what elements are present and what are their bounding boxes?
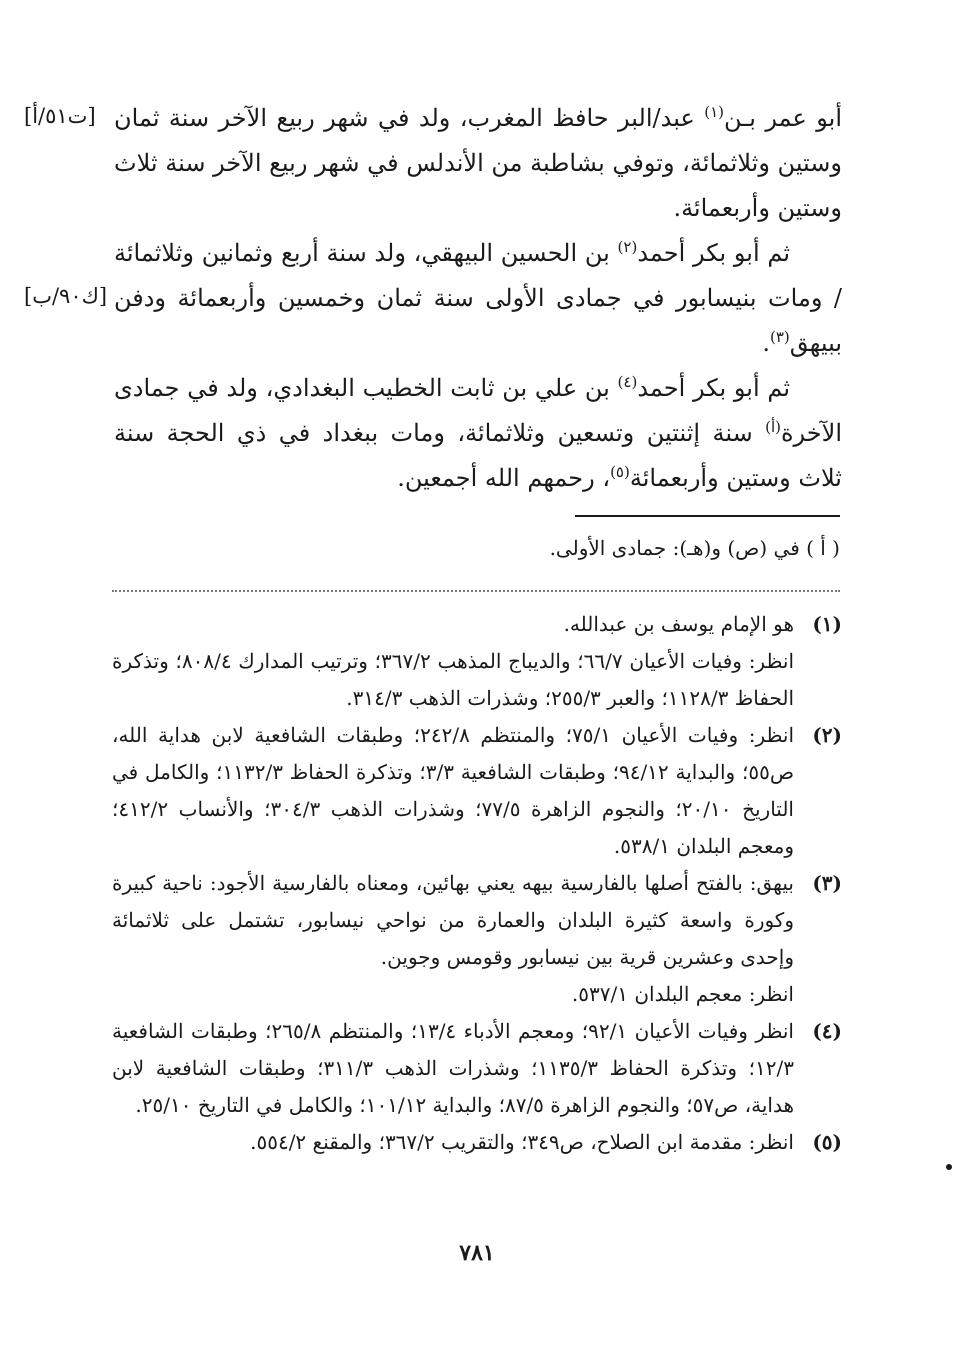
footnote-line: انظر: مقدمة ابن الصلاح، ص٣٤٩؛ والتقريب ٣٦٧/٢؛ والمقنع ٥٥٤/٢. (250, 1130, 794, 1154)
variant-ref-a: (أ) (765, 418, 781, 436)
main-text-body (114, 96, 842, 501)
footnote-4 (112, 1013, 842, 1124)
footnote-ref-4: (٤) (617, 373, 638, 391)
footnote-ref-2: (٢) (617, 238, 638, 256)
footnote-number: (١) (812, 612, 842, 636)
footnote-line: بيهق: بالفتح أصلها بالفارسية بيهه يعني بهائين، ومعناه بالفارسية الأجود: ناحية كبيرة وكورة واسعة كثيرة البلدان والعمارة من نواحي نيسابور، تشتمل على ثلاثمائة وإحدى وعشرين قرية بين نيسابور وقومس وجوين. (112, 871, 794, 969)
footnote-separator (575, 515, 840, 517)
footnote-line: انظر وفيات الأعيان ٩٢/١؛ ومعجم الأدباء ١٣/٤؛ والمنتظم ٢٦٥/٨؛ وطبقات الشافعية ١٢/٣؛ وتذكرة الحفاظ ١١٣٥/٣؛ وشذرات الذهب ٣١١/٣؛ وطبقات الشافعية لابن هداية، ص٥٧؛ والنجوم الزاهرة ٨٧/٥؛ والبداية ١٠١/١٢؛ والكامل في التاريخ ٢٥/١٠. (112, 1019, 794, 1117)
footnote-line: انظر: وفيات الأعيان ٦٦/٧؛ والديباج المذهب ٣٦٧/٢؛ وترتيب المدارك ٨٠٨/٤؛ وتذكرة الحفاظ ١١٢٨/٣؛ والعبر ٢٥٥/٣؛ وشذرات الذهب ٣١٤/٣. (112, 649, 794, 710)
footnote-ref-1: (١) (704, 103, 724, 121)
footnote-number: (٣) (812, 871, 842, 895)
footnote-number: (٥) (812, 1130, 842, 1154)
variant-note: ( أ ) في (ص) و(هـ): جمادى الأولى. (549, 536, 840, 560)
footnote-3 (112, 865, 842, 1013)
footnote-5 (112, 1124, 842, 1161)
footnote-line: هو الإمام يوسف بن عبدالله. (563, 612, 794, 636)
footnote-1 (112, 606, 842, 717)
footnote-line: انظر: وفيات الأعيان ٧٥/١؛ والمنتظم ٢٤٢/٨؛ وطبقات الشافعية لابن هداية الله، ص٥٥؛ والبداية ٩٤/١٢؛ وطبقات الشافعية ٣/٣؛ وتذكرة الحفاظ ١١٣٢/٣؛ والكامل في التاريخ ٢٠/١٠؛ والنجوم الزاهرة ٧٧/٥؛ وشذرات الذهب ٣٠٤/٣؛ والأنساب ٤١٢/٢؛ ومعجم البلدان ٥٣٨/١. (112, 723, 795, 858)
footnotes-section (112, 606, 842, 1161)
scan-mark (946, 1164, 952, 1170)
footnote-number: (٢) (812, 723, 842, 747)
main-paragraph-3: ثم أبو بكر أحمد$^{(٤)}$ بن علي بن ثابت الخطيب البغدادي، ولد في جمادى الآخرة$^{(أ)}$ سنة إثنتين وتسعين وثلاثمائة، ومات ببغداد في ذي الحجة سنة ثلاث وستين وأربعمائة$^{(٥)}$، رحمهم الله أجمعين. (114, 373, 842, 492)
footnote-ref-5: (٥) (610, 463, 630, 481)
footnote-ref-3: (٣) (769, 328, 790, 346)
footnote-line: انظر: معجم البلدان ٥٣٧/١. (571, 982, 794, 1006)
footnote-2 (112, 717, 842, 865)
dotted-separator (112, 590, 840, 592)
margin-reference-second: [ك٩٠/ب] (24, 284, 108, 308)
footnote-number: (٤) (812, 1019, 842, 1043)
page-number: ٧٨١ (459, 1240, 495, 1266)
main-paragraph-1: أبو عمر بـن$^{(١)}$ عبد/البر حافظ المغرب، ولد في شهر ربيع الآخر سنة ثمان وستين وثلاثمائة، وتوفي بشاطبة من الأندلس في شهر ربيع الآخر سنة ثلاث وستين وأربعمائة. (114, 103, 842, 222)
main-paragraph-2: ثم أبو بكر أحمد$^{(٢)}$ بن الحسين البيهقي، ولد سنة أربع وثمانين وثلاثمائة / ومات بنيسابور في جمادى الأولى سنة ثمان وخمسين وأربعمائة ودفن ببيهق$^{(٣)}$. (114, 238, 842, 357)
margin-reference-first: [ت٥١/أ] (24, 104, 96, 128)
